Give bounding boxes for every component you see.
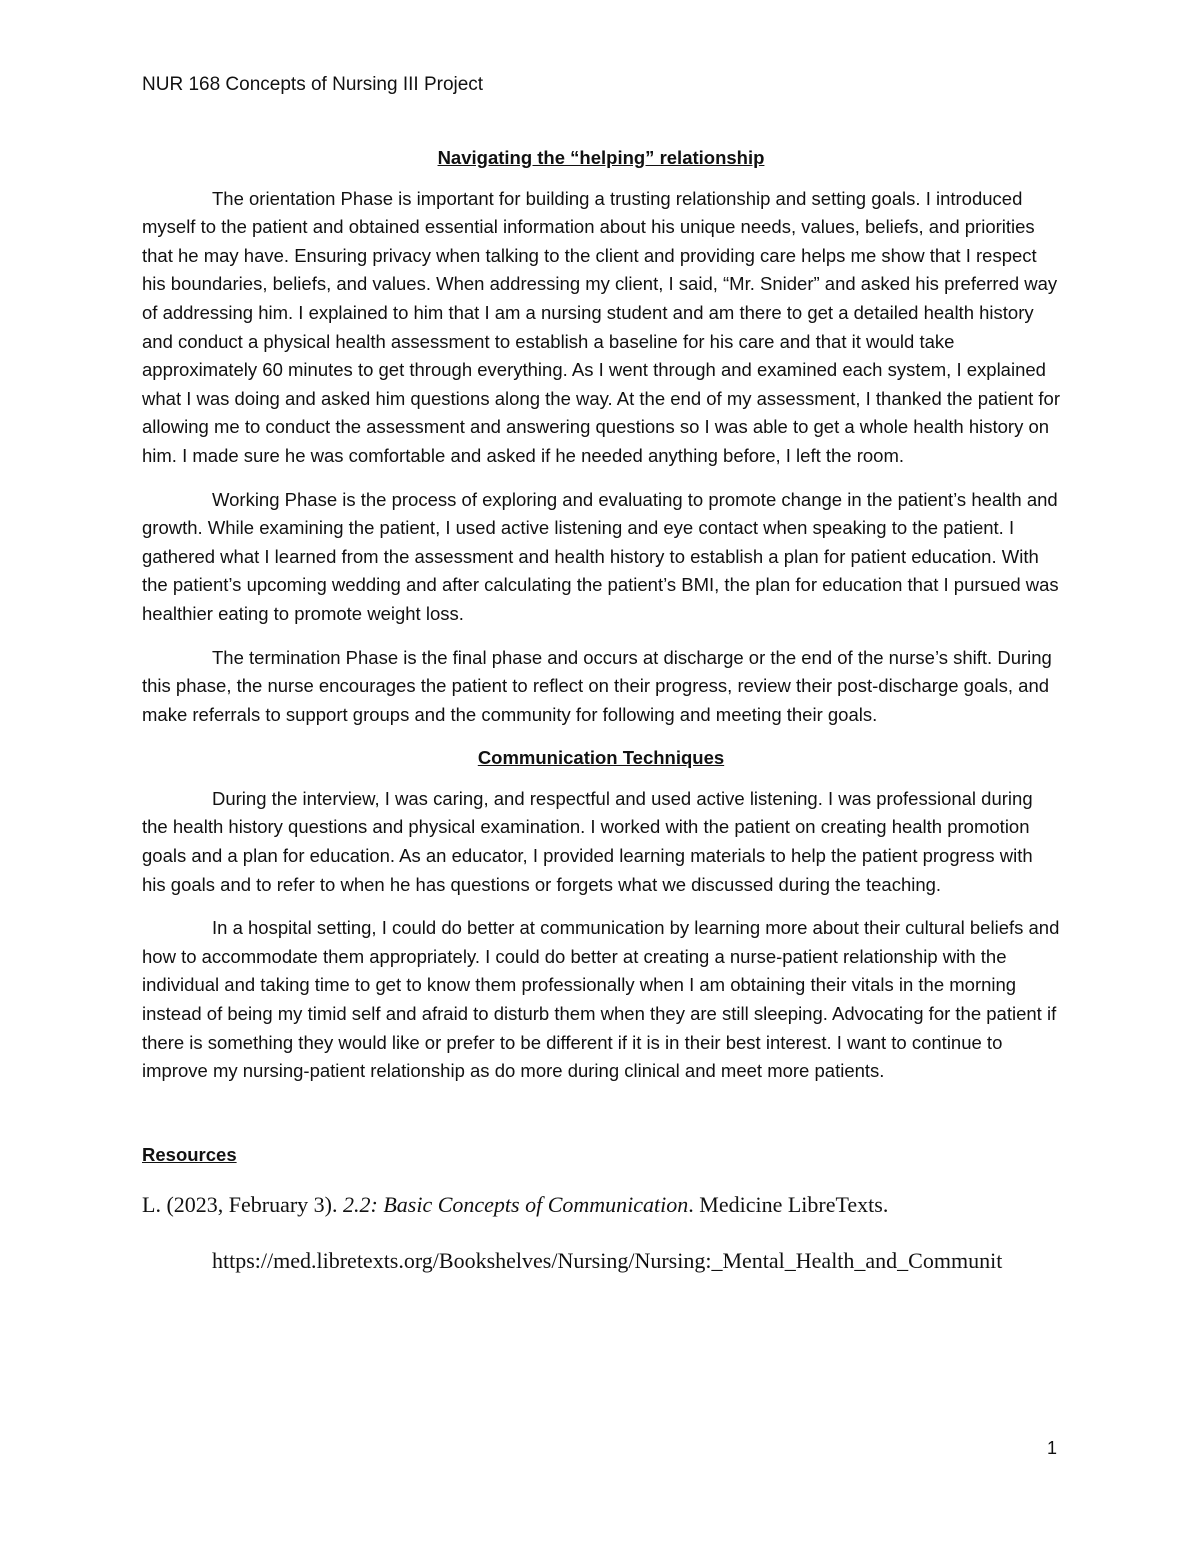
- paragraph-hospital-setting: In a hospital setting, I could do better at communication by learning more about their cultural beliefs and how to accommodate them appropriately. I could do better at creating a nurse-patient relationship with the individual and taking time to get to know them professionally when I am obtaining their vitals in the morning instead of being my timid self and afraid to disturb them when they are still sleeping. Advocating for the patient if there is something they would like or prefer to be different if it is in their best interest. I want to continue to improve my nursing-patient relationship as do more during clinical and meet more patients.: [142, 917, 1060, 1082]
- paragraph-orientation-phase: The orientation Phase is important for building a trusting relationship and setting goals. I introduced myself to the patient and obtained essential information about his unique needs, values, beliefs, and priorities that he may have. Ensuring privacy when talking to the client and providing care helps me show that I respect his boundaries, beliefs, and values. When addressing my client, I said, “Mr. Snider” and asked his preferred way of addressing him. I explained to him that I am a nursing student and am there to get a detailed health history and conduct a physical health assessment to establish a baseline for his care and that it would take approximately 60 minutes to get through everything. As I went through and examined each system, I explained what I was doing and asked him questions along the way. At the end of my assessment, I thanked the patient for allowing me to conduct the assessment and answering questions so I was able to get a whole health history on him. I made sure he was comfortable and asked if he needed anything before, I left the room.: [142, 187, 1061, 466]
- document-body: [142, 144, 1060, 1279]
- reference-citation: [142, 1187, 1060, 1223]
- citation-prefix: L. (2023, February 3).: [142, 1192, 344, 1218]
- citation-suffix: . Medicine LibreTexts.: [688, 1192, 889, 1218]
- section-resources: [142, 1141, 1060, 1280]
- section-helping-relationship: [142, 144, 1060, 729]
- paragraph-working-phase: Working Phase is the process of exploring and evaluating to promote change in the patient’s health and growth. While examining the patient, I used active listening and eye contact when speaking to the patient. I gathered what I learned from the assessment and health history to establish a plan for patient education. With the patient’s upcoming wedding and after calculating the patient’s BMI, the plan for education that I pursued was healthier eating to promote weight loss.: [142, 488, 1059, 624]
- page-number: 1: [1046, 1438, 1057, 1458]
- paragraph-interview: During the interview, I was caring, and respectful and used active listening. I was professional during the health history questions and physical examination. I worked with the patient on creating health promotion goals and a plan for education. As an educator, I provided learning materials to help the patient progress with his goals and to refer to when he has questions or forgets what we discussed during the teaching.: [142, 787, 1033, 895]
- reference-url[interactable]: https://med.libretexts.org/Bookshelves/Nursing/Nursing:_Mental_Health_and_Communit: [212, 1248, 1003, 1274]
- paragraph-termination-phase: The termination Phase is the final phase and occurs at discharge or the end of the nurse’s shift. During this phase, the nurse encourages the patient to reflect on their progress, review their post-discharge goals, and make referrals to support groups and the community for following and meeting their goals.: [142, 646, 1052, 725]
- page-header: NUR 168 Concepts of Nursing III Project: [142, 74, 484, 95]
- citation-title: 2.2: Basic Concepts of Communication: [343, 1192, 689, 1218]
- section-heading: Navigating the “helping” relationship: [437, 147, 765, 168]
- section-communication-techniques: [142, 744, 1060, 1086]
- resources-heading: Resources: [142, 1143, 237, 1165]
- section-heading: Communication Techniques: [477, 747, 725, 769]
